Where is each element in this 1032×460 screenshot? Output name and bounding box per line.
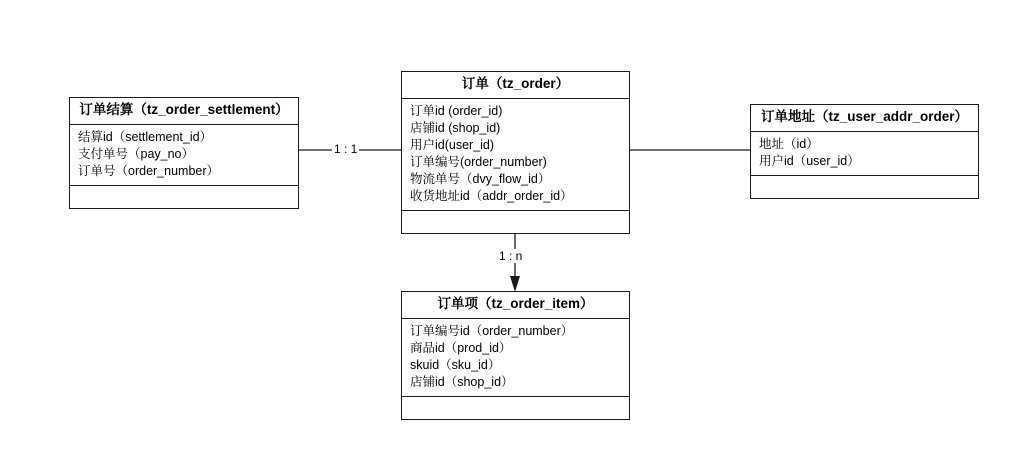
entity-attributes <box>402 319 629 397</box>
entity-order-settlement[interactable] <box>69 97 299 209</box>
attribute-row: 物流单号（dvy_flow_id） <box>410 171 551 186</box>
attribute-row: 支付单号（pay_no） <box>78 146 195 161</box>
entity-title: 订单项（tz_order_item） <box>402 292 629 319</box>
attribute-row: 用户id（user_id） <box>759 153 860 168</box>
entity-footer <box>751 176 978 198</box>
entity-attributes <box>70 125 298 186</box>
arrow-order-item <box>510 276 520 292</box>
entity-title: 订单地址（tz_user_addr_order） <box>751 105 978 132</box>
relation-label-order-item: 1 : n <box>499 249 523 263</box>
attribute-row: skuid（sku_id） <box>410 357 501 372</box>
attribute-row: 商品id（prod_id） <box>410 340 512 355</box>
entity-title: 订单结算（tz_order_settlement） <box>70 98 298 125</box>
entity-footer <box>402 397 629 419</box>
attribute-row: 店铺id（shop_id） <box>410 374 514 389</box>
entity-order[interactable] <box>401 71 630 234</box>
entity-title: 订单（tz_order） <box>402 72 629 99</box>
entity-user-addr-order[interactable] <box>750 104 979 199</box>
entity-footer <box>70 186 298 208</box>
entity-attributes <box>751 132 978 176</box>
attribute-row: 用户id(user_id) <box>410 137 495 152</box>
relation-label-settlement-order: 1 : 1 <box>334 142 358 156</box>
attribute-row: 店铺id (shop_id) <box>410 120 501 135</box>
attribute-row: 结算id（settlement_id） <box>78 129 213 144</box>
attribute-row: 收货地址id（addr_order_id） <box>410 188 573 203</box>
attribute-row: 订单编号id（order_number） <box>410 323 574 338</box>
attribute-row: 订单号（order_number） <box>78 163 220 178</box>
attribute-row: 地址（id） <box>759 136 819 151</box>
entity-attributes <box>402 99 629 211</box>
entity-footer <box>402 211 629 233</box>
attribute-row: 订单编号(order_number) <box>410 154 547 169</box>
entity-order-item[interactable] <box>401 291 630 420</box>
attribute-row: 订单id (order_id) <box>410 103 503 118</box>
